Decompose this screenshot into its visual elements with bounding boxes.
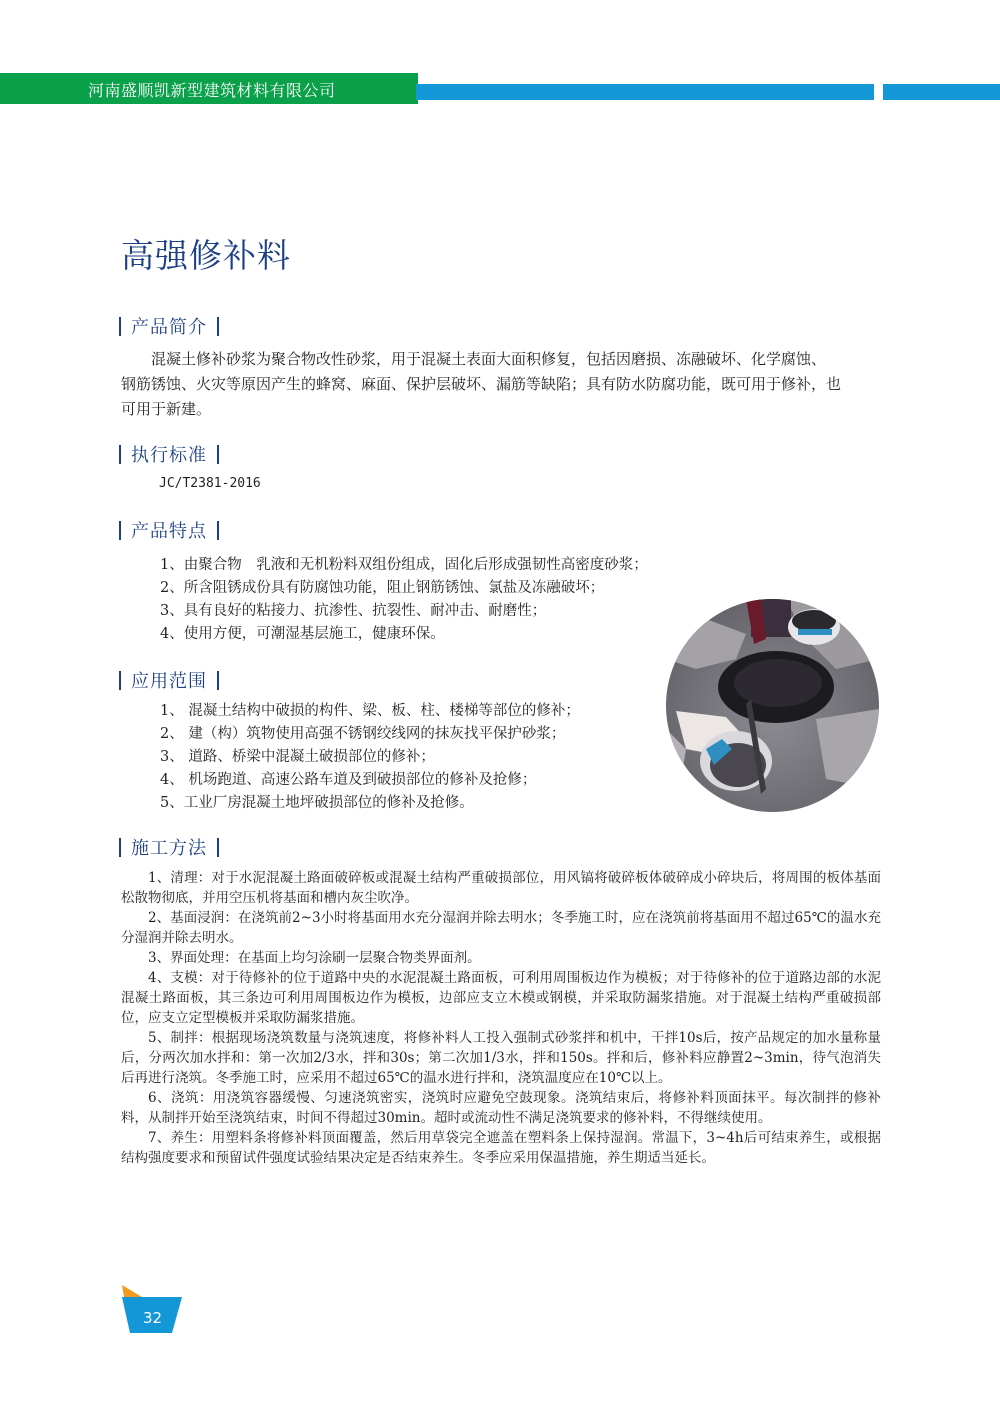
section-heading-features: 产品特点 — [119, 517, 229, 543]
page-title: 高强修补料 — [121, 236, 291, 275]
page-number: 32 — [143, 1309, 163, 1327]
application-item: 3、 道路、桥梁中混凝土破损部位的修补； — [160, 749, 435, 765]
method-text — [121, 868, 881, 1168]
repair-work-photo — [666, 599, 879, 812]
method-step: 2、基面浸润：在浇筑前2~3小时将基面用水充分湿润并除去明水；冬季施工时，应在浇筑前将基面用不超过65℃的温水充分湿润并除去明水。 — [121, 910, 881, 946]
intro-paragraph: 混凝土修补砂浆为聚合物改性砂浆，用于混凝土表面大面积修复，包括因磨损、冻融破坏、化学腐蚀、 钢筋锈蚀、火灾等原因产生的蜂窝、麻面、保护层破坏、漏筋等缺陷；具有防水防腐功能，既可用于修补，也 可用于新建。 — [121, 350, 842, 418]
application-item: 4、 机场跑道、高速公路车道及到破损部位的修补及抢修； — [160, 772, 537, 788]
header-blue-bar-right — [883, 84, 1000, 100]
section-heading-standard: 执行标准 — [119, 441, 229, 467]
application-item: 1、 混凝土结构中破损的构件、梁、板、柱、楼梯等部位的修补； — [160, 703, 580, 719]
company-name: 河南盛顺凯新型建筑材料有限公司 — [88, 81, 336, 100]
application-item: 2、 建（构）筑物使用高强不锈钢绞线网的抹灰找平保护砂浆； — [160, 726, 566, 742]
feature-item: 3、具有良好的粘接力、抗渗性、抗裂性、耐冲击、耐磨性； — [160, 603, 547, 619]
method-step: 6、浇筑：用浇筑容器缓慢、匀速浇筑密实，浇筑时应避免空鼓现象。浇筑结束后，将修补料顶面抹平。每次制拌的修补料，从制拌开始至浇筑结束，时间不得超过30min。超时或流动性不满足浇筑要求的修补料，不得继续使用。 — [121, 1090, 881, 1126]
section-heading-method: 施工方法 — [119, 834, 229, 860]
header-blue-bar — [416, 84, 874, 100]
method-step: 3、界面处理：在基面上均匀涂刷一层聚合物类界面剂。 — [148, 950, 481, 966]
feature-item: 2、所含阻锈成份具有防腐蚀功能，阻止钢筋锈蚀、氯盐及冻融破坏； — [160, 580, 605, 596]
method-step: 5、制拌：根据现场浇筑数量与浇筑速度，将修补料人工投入强制式砂浆拌和机中，干拌10s后，按产品规定的加水量称量后，分两次加水拌和：第一次加2/3水，拌和30s；第二次加1/3水，拌和150s。拌和后，修补料应静置2~3min，待气泡消失后再进行浇筑。冬季施工时，应采用不超过65℃的温水进行拌和，浇筑温度应在10℃以上。 — [121, 1030, 881, 1086]
section-heading-applications: 应用范围 — [119, 667, 229, 693]
feature-item: 1、由聚合物 乳液和无机粉料双组份组成，固化后形成强韧性高密度砂浆； — [160, 557, 648, 573]
standard-code: JC/T2381-2016 — [159, 476, 261, 491]
method-step: 4、支模：对于待修补的位于道路中央的水泥混凝土路面板，可利用周围板边作为模板；对于待修补的位于道路边部的水泥混凝土路面板，其三条边可利用周围板边作为模板，边部应支立木模或钢模，并采取防漏浆措施。对于混凝土结构严重破损部位，应支立定型模板并采取防漏浆措施。 — [121, 970, 881, 1026]
feature-item: 4、使用方便，可潮湿基层施工，健康环保。 — [160, 626, 445, 642]
section-heading-intro: 产品简介 — [119, 313, 229, 339]
application-item: 5、工业厂房混凝土地坪破损部位的修补及抢修。 — [160, 795, 474, 811]
method-step: 7、养生：用塑料条将修补料顶面覆盖，然后用草袋完全遮盖在塑料条上保持湿润。常温下，3~4h后可结束养生，或根据结构强度要求和预留试件强度试验结果决定是否结束养生。冬季应采用保温措施，养生期适当延长。 — [121, 1130, 881, 1166]
method-step: 1、清理：对于水泥混凝土路面破碎板或混凝土结构严重破损部位，用风镐将破碎板体破碎成小碎块后，将周围的板体基面松散物彻底，并用空压机将基面和槽内灰尘吹净。 — [121, 870, 881, 906]
